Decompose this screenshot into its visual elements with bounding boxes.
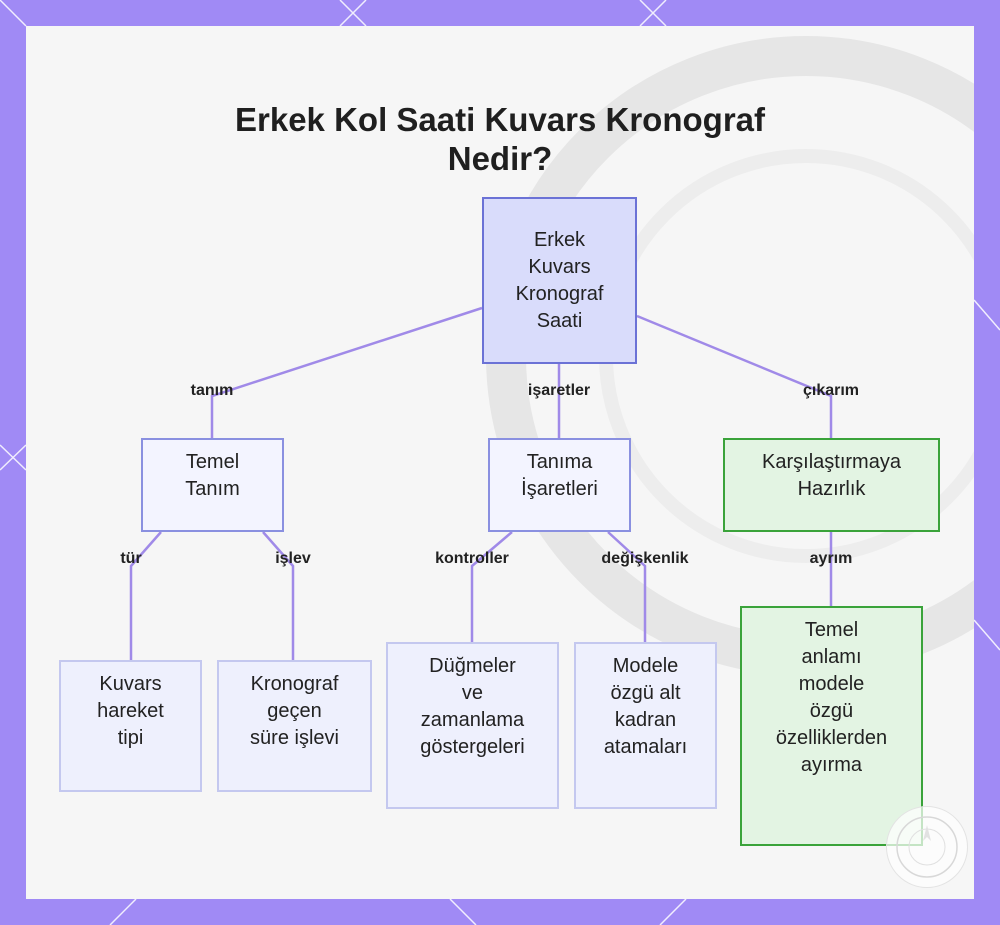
- edge-label-ayrim: ayrım: [809, 550, 853, 567]
- edge-label-kontroller: kontroller: [435, 550, 509, 567]
- node-buttons-line-3: zamanlama: [420, 709, 525, 731]
- node-comparison-prep: [723, 438, 940, 532]
- corner-seal-icon: [886, 806, 968, 888]
- title-line-2: Nedir?: [447, 140, 553, 177]
- edge-recognition-to-subdial: [608, 532, 645, 642]
- node-subdial-line-1: Modele: [612, 655, 679, 677]
- node-buttons-line-2: ve: [461, 682, 484, 704]
- node-quartz-line-2: hareket: [97, 700, 164, 722]
- title-line-1: Erkek Kol Saati Kuvars Kronograf: [235, 101, 765, 138]
- node-basic-line-1: Temel: [185, 451, 240, 473]
- edge-root-to-comparison: [637, 316, 831, 438]
- node-comparison-line-1: Karşılaştırmaya: [762, 451, 901, 473]
- node-buttons-indicators: [386, 642, 559, 809]
- edge-label-degiskenlik: değişkenlik: [601, 550, 689, 567]
- node-quartz-line-3: tipi: [117, 727, 144, 749]
- node-root-line-2: Kuvars: [528, 255, 591, 278]
- node-recognition-line-1: Tanıma: [526, 451, 593, 473]
- node-subdial-line-2: özgü alt: [610, 682, 681, 704]
- node-separate-line-1: Temel: [804, 619, 859, 641]
- node-separate-line-5: özelliklerden: [775, 727, 888, 749]
- node-quartz-line-1: Kuvars: [99, 673, 162, 695]
- node-root-line-4: Saati: [536, 309, 583, 332]
- edge-recognition-to-buttons: [472, 532, 512, 642]
- node-chrono-line-2: geçen: [267, 700, 322, 722]
- node-basic-line-2: Tanım: [185, 478, 240, 500]
- node-recognition-marks: [488, 438, 631, 532]
- node-basic-definition: [141, 438, 284, 532]
- node-separate-line-4: özgü: [809, 700, 854, 722]
- node-chrono-line-3: süre işlevi: [250, 727, 339, 749]
- node-comparison-line-2: Hazırlık: [797, 478, 866, 500]
- edge-root-to-basic: [212, 308, 482, 438]
- node-root-line-1: Erkek: [533, 228, 586, 251]
- node-chrono-function: [217, 660, 372, 792]
- edge-label-islev: işlev: [275, 550, 311, 567]
- edge-label-tur: tür: [120, 550, 142, 567]
- node-buttons-line-1: Düğmeler: [429, 655, 516, 677]
- node-root: [482, 197, 637, 364]
- node-separate-line-2: anlamı: [801, 646, 862, 668]
- node-quartz-movement: [59, 660, 202, 792]
- edge-label-isaretler: işaretler: [527, 382, 591, 399]
- node-recognition-line-2: İşaretleri: [521, 478, 598, 500]
- diagram-card: [26, 26, 974, 899]
- edge-label-tanim: tanım: [190, 382, 234, 399]
- node-separate-line-6: ayırma: [800, 754, 863, 776]
- node-subdial-line-4: atamaları: [603, 736, 688, 758]
- edge-label-cikarim: çıkarım: [802, 382, 860, 399]
- node-buttons-line-4: göstergeleri: [420, 736, 525, 758]
- node-subdial-assignments: [574, 642, 717, 809]
- node-subdial-line-3: kadran: [614, 709, 677, 731]
- node-root-line-3: Kronograf: [515, 282, 604, 305]
- node-separate-line-3: modele: [798, 673, 865, 695]
- node-chrono-line-1: Kronograf: [250, 673, 339, 695]
